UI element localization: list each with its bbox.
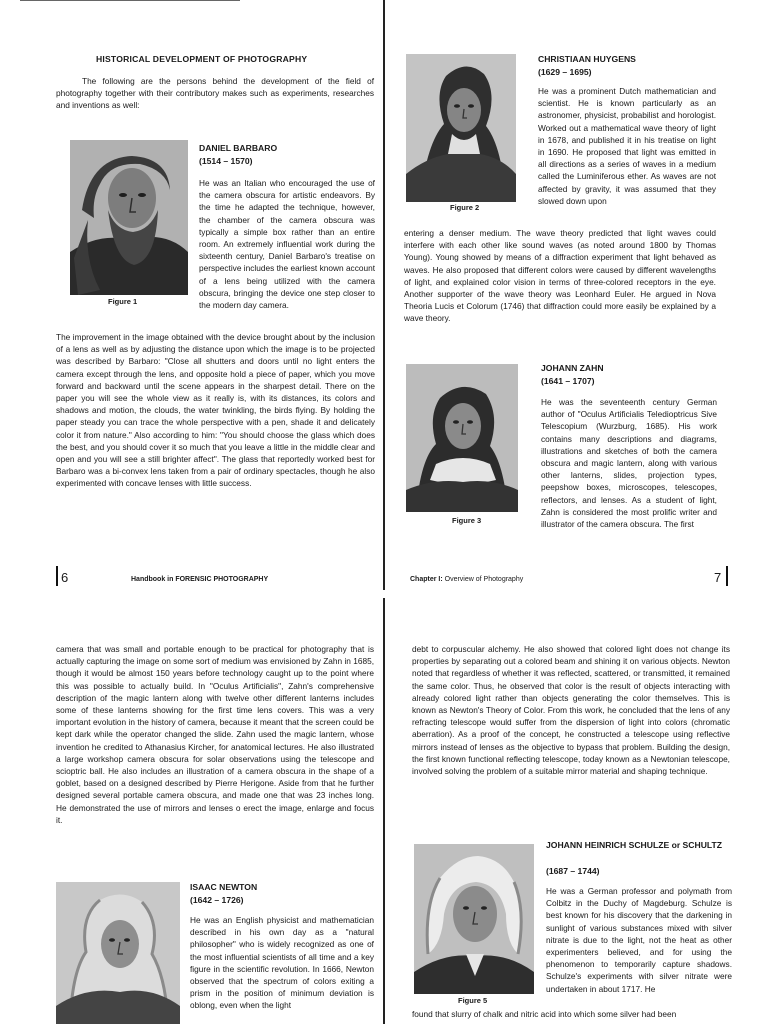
page-9 bbox=[386, 596, 768, 1024]
page-title: HISTORICAL DEVELOPMENT OF PHOTOGRAPHY bbox=[96, 54, 308, 64]
zahn-name: JOHANN ZAHN bbox=[541, 363, 604, 373]
barbaro-name: DANIEL BARBARO bbox=[199, 143, 278, 153]
figure-5-caption: Figure 5 bbox=[458, 996, 488, 1005]
newton-name: ISAAC NEWTON bbox=[190, 882, 258, 892]
page-7 bbox=[386, 0, 768, 590]
footer-chapter-text: Overview of Photography bbox=[444, 576, 524, 583]
newton-continued-paragraph: debt to corpuscular alchemy. He also showed that colored light does not change its properties by separating out a colored beam and shining it on various objects. Newton noted that regardless of whether it was reflected, scattered, or transmitted, it remained the same color. Thus, he observed that color is the result of objects interacting with already colored light rather than objects generating the color themselves. This is known as Newton's Theory of Color. From this work, he concluded that the lens of any refracting telescope would suffer from the dispersion of light into colors (chromatic aberration). As a proof of the concept, he constructed a telescope using reflective mirrors instead of lenses as the objective to bypass that problem. Building the design, the first known functional reflecting telescope, today known as a Newtonian telescope, involved solving the problem of a suitable mirror material and shaping technique. bbox=[412, 644, 730, 777]
footer-chapter-label: Chapter I: bbox=[410, 576, 443, 583]
figure-3-caption: Figure 3 bbox=[452, 516, 482, 525]
huygens-side-paragraph: He was a prominent Dutch mathematician and scientist. He is known particularly as an astronomer, physicist, probabilist and horologist. Worked out a mathematical wave theory of light in 1678, and published it in his treatise on light in 1690. He proposed that light was emitted in all directions as a series of waves in a medium called the Luminiferous ether. As waves are not affected by gravity, it was assumed that they slowed down upon bbox=[538, 86, 716, 206]
page-8 bbox=[0, 596, 384, 1024]
newton-years: (1642 – 1726) bbox=[190, 895, 244, 905]
figure-1-caption: Figure 1 bbox=[108, 297, 138, 306]
schulze-full-paragraph: found that slurry of chalk and nitric acid into which some silver had been bbox=[412, 1009, 677, 1019]
footer-title: Handbook in FORENSIC PHOTOGRAPHY bbox=[131, 576, 269, 583]
huygens-full-paragraph: entering a denser medium. The wave theory predicted that light waves could interfere with each other like sound waves (as noted around 1800 by Thomas Young). Young showed by means of a diffraction experiment that light behaved as waves. He also proposed that different colors were caused by different wavelengths of light, and explained color vision in terms of three-colored receptors in the eye. Another supporter of the wave theory was Leonhard Euler. He argued in Nova Theoria Lucis et Colorum (1746) that diffraction could more easily be explained by a wave theory. bbox=[404, 228, 716, 324]
figure-2-caption: Figure 2 bbox=[450, 203, 480, 212]
huygens-years: (1629 – 1695) bbox=[538, 67, 592, 77]
huygens-name: CHRISTIAAN HUYGENS bbox=[538, 54, 636, 64]
schulze-years: (1687 – 1744) bbox=[546, 866, 600, 876]
portrait-zahn-icon bbox=[406, 364, 518, 512]
newton-side-paragraph: He was an English physicist and mathematician described in his own day as a "natural philosopher" who is widely recognized as one of the most influential scientists of all time and a key figure in the scientific revolution. In 1666, Newton observed that the spectrum of colors exiting a prism in the position of minimum deviation is oblong, even when the light bbox=[190, 915, 374, 1011]
page-number-bar bbox=[726, 566, 728, 586]
zahn-years: (1641 – 1707) bbox=[541, 376, 595, 386]
barbaro-side-paragraph: He was an Italian who encouraged the use of the camera obscura for artistic endeavors. By the time he adapted the technique, however, the chamber of the camera obscura was typically a simple box rather than an entire room. An extremely influential work during the sixteenth century, Daniel Barbaro's treatise on perspective includes the earliest known account of a lens being utilized with the camera obscura, bringing the device one step closer to the modern day camera. bbox=[199, 178, 375, 311]
page-number: 7 bbox=[714, 570, 722, 585]
page-6 bbox=[0, 0, 384, 590]
portrait-huygens-icon bbox=[406, 54, 516, 202]
intro-paragraph: The following are the persons behind the development of the field of photography together with their contributory makes such as experiments, researches and inventions as well: bbox=[56, 76, 374, 111]
portrait-barbaro-icon bbox=[70, 140, 188, 295]
page-number-bar bbox=[56, 566, 58, 586]
schulze-side-paragraph: He was a German professor and polymath from Colbitz in the Duchy of Magdeburg. Schulze is best known for his discovery that the darkening in sunlight of various substances mixed with silver nitrate is due to the light, not the heat as other experimenters believed, and for using the phenomenon to temporarily capture shadows. Schulze's experiments with silver nitrate were undertaken in about 1717. He bbox=[546, 886, 732, 994]
zahn-side-paragraph: He was the seventeenth century German author of "Oculus Artificialis Teledioptricus Sive Telescopium (Wurzburg, 1685). His work contains many descriptions and diagrams, illustrations and sketches of both the camera obscura and magic lantern, along with various other lanterns, slides, projection types, peepshow boxes, microscopes, telescopes, reflectors, and lenses. As a student of light, Zahn is considered the most prolific writer and illustrator of the camera obscura. The first bbox=[541, 397, 717, 530]
barbaro-full-paragraph: The improvement in the image obtained with the device brought about by the inclusion of a lens as well as by adjusting the distance upon which the image is to be projected was described by Barbaro: "Close all shutters and doors until no light enters the camera except through the lens, and opposite hold a piece of paper, which you move forward and backward until the scene appears in the sharpest detail. There on the paper you will see the whole view as it really is, with its distances, its colors and shadows and motion, the clouds, the water twinkling, the birds flying. By holding the paper steady you can trace the whole perspective with a pen, shade it and delicately color it from nature." Also according to him: "You should choose the glass which does the best, and you should cover it so much that you leave a little in the middle clear and open and you will see a still brighter affect". The glass that reportedly worked best for Barbaro was a bi-convex lens taken from a pair of ordinary spectacles, though he also experimented with concave lenses with little success. bbox=[56, 332, 375, 489]
zahn-continued-paragraph: camera that was small and portable enough to be practical for photography that is actually capturing the image on some sort of medium was envisioned by Zahn in 1685, though it would be almost 150 years before technology caught up to the point where this was possible to actually build. In "Oculus Artificialis", Zahn's comprehensive description of the magic lantern along with twelve other different lanterns includes some of these lanterns showing for the first time lens covers. This was a very important evolution in the history of camera, because it meant that the screen could be kept dark while the operator changed the slide. Zahn used the magic lantern, whose invention he credited to Athanasius Kircher, for anatomical lectures. He also illustrated a large workshop camera obscura for solar observations using the telescope and scioptric ball. He also includes an illustration of a camera obscura in the shape of a goblet, based on a designed described by Pierre Herigone. Aside from that he further designed several portable camera obscura, and made one that was 23 inches long. He demonstrated the use of mirrors and lenses o erect the image, enlarge and focus it. bbox=[56, 644, 374, 825]
barbaro-years: (1514 – 1570) bbox=[199, 156, 253, 166]
schulze-name: JOHANN HEINRICH SCHULZE or SCHULTZ bbox=[546, 840, 723, 850]
portrait-schulze-icon bbox=[414, 844, 534, 994]
page-number: 6 bbox=[61, 570, 69, 585]
footer-chapter bbox=[410, 576, 523, 583]
portrait-newton-icon bbox=[56, 882, 180, 1024]
